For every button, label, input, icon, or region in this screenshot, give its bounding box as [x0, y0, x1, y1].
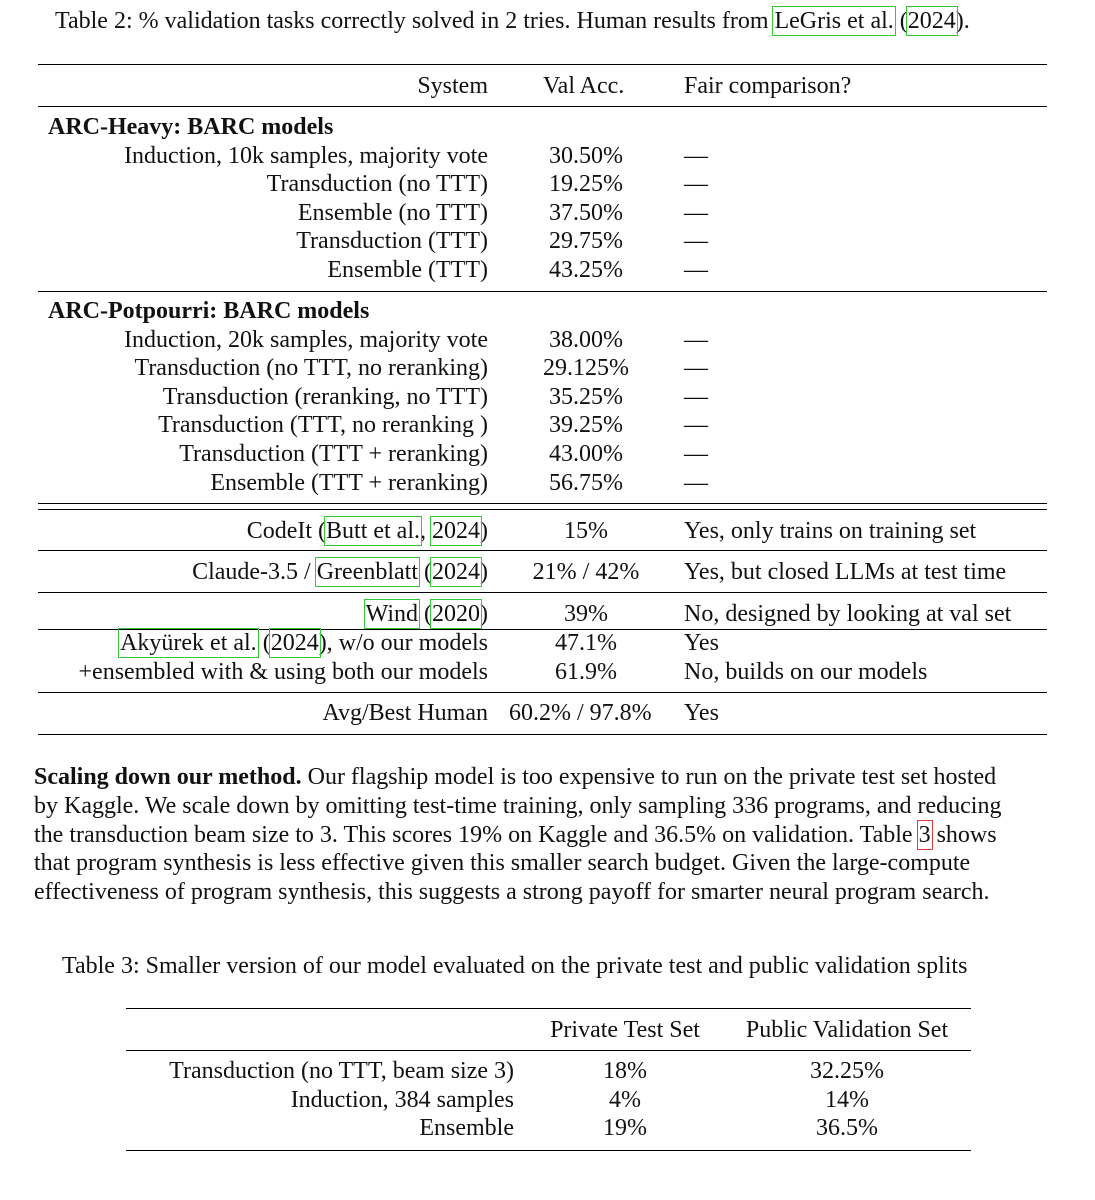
header-private-test-set: Private Test Set — [550, 1017, 700, 1043]
table-row-fair: Yes, only trains on training set — [684, 518, 977, 544]
header-val-acc: Val Acc. — [543, 73, 625, 99]
double-rule-bottom — [38, 509, 1047, 510]
table-row-fair: — — [684, 441, 708, 467]
section-title-arc-potpourri: ARC-Potpourri: BARC models — [48, 298, 370, 324]
human-system: Avg/Best Human — [322, 700, 488, 726]
caption-text: Table 2: % validation tasks correctly solved in 2 tries. Human results from — [55, 8, 775, 34]
table-row-system: Transduction (TTT, no reranking ) — [158, 412, 488, 438]
table-row-fair: — — [684, 200, 708, 226]
table3-top-rule — [126, 1008, 971, 1009]
table-row-system: Transduction (no TTT) — [266, 171, 488, 197]
table-row-fair: No, designed by looking at val set — [684, 601, 1012, 627]
table-row-val: 56.75% — [549, 470, 623, 496]
scaling-paragraph: Scaling down our method. Our flagship model is too expensive to run on the private test set hosted by Kaggle. We scale down by omitting test-time training, only sampling 336 programs, and reducing the transduction beam size to 3. This scores 19% on Kaggle and 36.5% on validation. Table 3 shows that program synthesis is less effective given this smaller search budget. Given the large-compute effectiveness of program synthesis, this suggests a strong payoff for smarter neural program search. — [34, 764, 1002, 906]
table-row-system: Ensemble (TTT + reranking) — [210, 470, 488, 496]
table-row-val: 19.25% — [549, 171, 623, 197]
table-row-fair: No, builds on our models — [684, 659, 928, 685]
table-row-val: 29.75% — [549, 228, 623, 254]
table3-row-public: 36.5% — [816, 1115, 878, 1141]
table3-caption: Table 3: Smaller version of our model evaluated on the private test and public validation splits — [62, 953, 968, 979]
citation-link[interactable]: LeGris et al. — [774, 8, 894, 34]
header-system: System — [417, 73, 488, 99]
table-row-system: Induction, 20k samples, majority vote — [124, 327, 488, 353]
table-reference-link[interactable]: 3 — [918, 821, 931, 848]
table-row-fair: — — [684, 470, 708, 496]
header-rule — [38, 106, 1047, 107]
baseline-ensembled: +ensembled with & using both our models — [78, 659, 488, 685]
table3-row-private: 4% — [609, 1087, 641, 1113]
paragraph-heading: Scaling down our method. — [34, 764, 302, 790]
table-row-system: Transduction (TTT + reranking) — [179, 441, 488, 467]
row-rule — [38, 592, 1047, 593]
baseline-codeit: CodeIt (Butt et al., 2024) — [246, 518, 488, 544]
baseline-wind: Wind (2020) — [365, 601, 488, 627]
double-rule-top — [38, 503, 1047, 504]
human-val: 60.2% / 97.8% — [509, 700, 652, 726]
table3-row-label: Transduction (no TTT, beam size 3) — [169, 1058, 514, 1084]
table3-row-public: 32.25% — [810, 1058, 884, 1084]
table-row-val: 21% / 42% — [532, 559, 640, 585]
citation-link[interactable]: Wind — [365, 601, 418, 627]
row-rule — [38, 692, 1047, 693]
table-row-val: 61.9% — [555, 659, 617, 685]
table-row-val: 37.50% — [549, 200, 623, 226]
table3-row-private: 19% — [603, 1115, 647, 1141]
table-row-fair: — — [684, 384, 708, 410]
header-fair-comparison: Fair comparison? — [684, 73, 852, 99]
table-row-fair: — — [684, 355, 708, 381]
table-row-fair: — — [684, 327, 708, 353]
table-row-fair: Yes, but closed LLMs at test time — [684, 559, 1007, 585]
table-row-val: 43.00% — [549, 441, 623, 467]
table-row-val: 43.25% — [549, 257, 623, 283]
baseline-claude: Claude-3.5 / Greenblatt (2024) — [192, 559, 488, 585]
table-row-val: 30.50% — [549, 143, 623, 169]
baseline-akyurek: Akyürek et al. (2024), w/o our models — [120, 630, 488, 656]
table-row-val: 47.1% — [555, 630, 617, 656]
citation-year-link[interactable]: 2024 — [907, 8, 956, 34]
bottom-rule — [38, 734, 1047, 735]
table-row-val: 15% — [564, 518, 608, 544]
citation-year-link[interactable]: 2024 — [270, 630, 319, 656]
table-row-system: Ensemble (TTT) — [327, 257, 488, 283]
table3-row-public: 14% — [825, 1087, 869, 1113]
table2-caption: Table 2: % validation tasks correctly solved in 2 tries. Human results from LeGris et al. (2024). — [55, 8, 970, 34]
table-row-val: 29.125% — [543, 355, 629, 381]
citation-link[interactable]: Akyürek et al. — [120, 630, 257, 656]
table-row-system: Transduction (no TTT, no reranking) — [134, 355, 488, 381]
section-rule — [38, 291, 1047, 292]
top-rule — [38, 64, 1047, 65]
table-row-val: 35.25% — [549, 384, 623, 410]
table-row-fair: — — [684, 412, 708, 438]
citation-year-link[interactable]: 2024 — [432, 518, 480, 544]
citation-link[interactable]: Greenblatt — [316, 559, 418, 585]
table3-row-label: Ensemble — [419, 1115, 514, 1141]
table-row-fair: — — [684, 257, 708, 283]
row-rule — [38, 550, 1047, 551]
table-row-system: Transduction (reranking, no TTT) — [162, 384, 488, 410]
human-fair: Yes — [684, 700, 719, 726]
section-title-arc-heavy: ARC-Heavy: BARC models — [48, 114, 334, 140]
table-row-fair: — — [684, 171, 708, 197]
citation-year-link[interactable]: 2024 — [432, 559, 480, 585]
table-row-val: 38.00% — [549, 327, 623, 353]
table-row-fair: Yes — [684, 630, 719, 656]
table3-row-label: Induction, 384 samples — [290, 1087, 514, 1113]
citation-year-link[interactable]: 2020 — [432, 601, 480, 627]
table3-row-private: 18% — [603, 1058, 647, 1084]
header-public-validation-set: Public Validation Set — [745, 1017, 949, 1043]
citation-link[interactable]: Butt et al. — [326, 518, 420, 544]
table-row-system: Induction, 10k samples, majority vote — [124, 143, 488, 169]
table-row-val: 39.25% — [549, 412, 623, 438]
table-row-system: Transduction (TTT) — [296, 228, 488, 254]
table-row-val: 39% — [564, 601, 608, 627]
table3-header-rule — [126, 1050, 971, 1051]
table3-bottom-rule — [126, 1150, 971, 1151]
table-row-system: Ensemble (no TTT) — [297, 200, 488, 226]
table-row-fair: — — [684, 143, 708, 169]
table-row-fair: — — [684, 228, 708, 254]
